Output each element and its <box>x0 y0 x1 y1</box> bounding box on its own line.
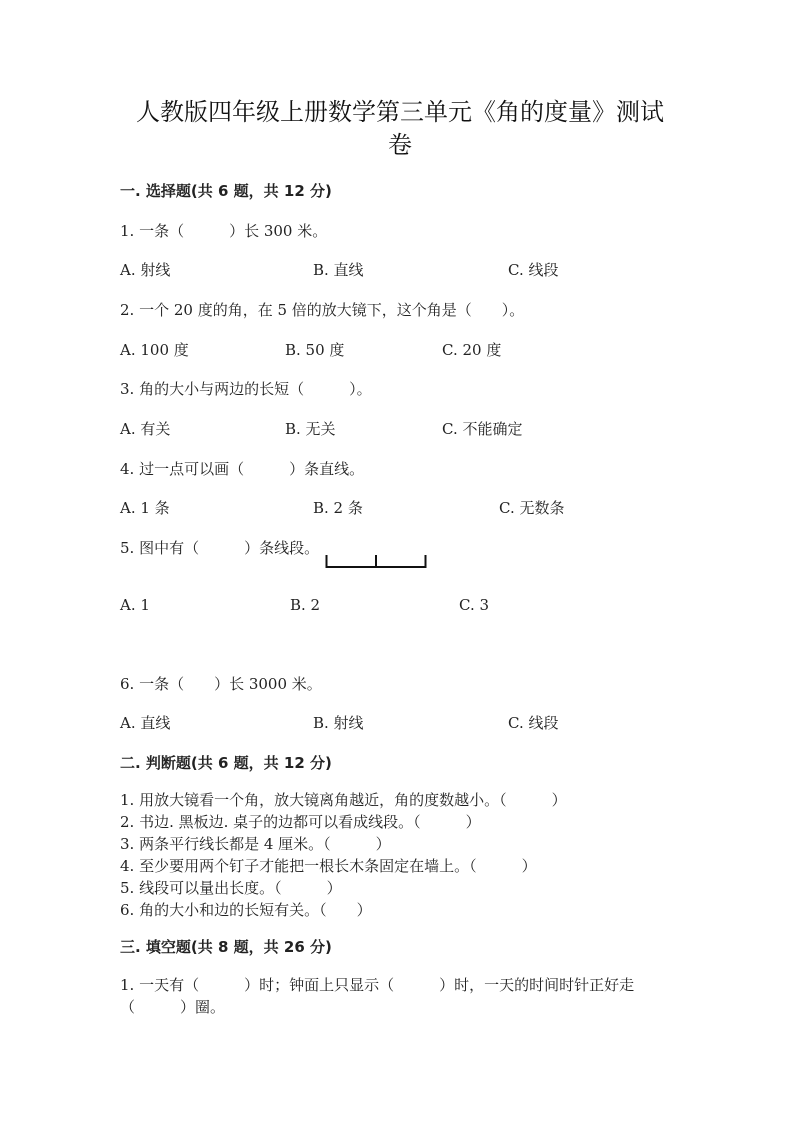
q1-option-a: A. 射线 <box>120 261 171 279</box>
q6-option-a: A. 直线 <box>120 714 171 732</box>
q5-option-b: B. 2 <box>290 596 321 614</box>
q4-option-a: A. 1 条 <box>120 499 170 517</box>
question-1: 1. 一条（ ）长 300 米。 <box>120 222 328 240</box>
q4-option-b: B. 2 条 <box>313 499 363 517</box>
judge-item-2: 2. 书边. 黑板边. 桌子的边都可以看成线段。（ ） <box>120 813 481 831</box>
q6-option-c: C. 线段 <box>508 714 559 732</box>
q2-option-c: C. 20 度 <box>442 341 502 359</box>
q3-option-b: B. 无关 <box>285 420 336 438</box>
question-5: 5. 图中有（ ）条线段。 <box>120 539 320 557</box>
section-heading-judge: 二. 判断题(共 6 题，共 12 分) <box>120 754 332 772</box>
line-segment-figure <box>325 555 427 569</box>
q5-option-c: C. 3 <box>459 596 490 614</box>
judge-item-6: 6. 角的大小和边的长短有关。（ ） <box>120 901 372 919</box>
judge-item-3: 3. 两条平行线长都是 4 厘米。（ ） <box>120 835 391 853</box>
question-3: 3. 角的大小与两边的长短（ ）。 <box>120 380 372 398</box>
question-4: 4. 过一点可以画（ ）条直线。 <box>120 460 365 478</box>
fill-question-1-line-1: 1. 一天有（ ）时；钟面上只显示（ ）时，一天的时间时针正好走 <box>120 976 635 994</box>
fill-question-1-line-2: （ ）圈。 <box>120 998 226 1016</box>
question-6: 6. 一条（ ）长 3000 米。 <box>120 675 322 693</box>
q2-option-b: B. 50 度 <box>285 341 345 359</box>
judge-item-4: 4. 至少要用两个钉子才能把一根长木条固定在墙上。（ ） <box>120 857 537 875</box>
q5-option-a: A. 1 <box>120 596 150 614</box>
q3-option-a: A. 有关 <box>120 420 171 438</box>
q3-option-c: C. 不能确定 <box>442 420 523 438</box>
question-2: 2. 一个 20 度的角，在 5 倍的放大镜下，这个角是（ ）。 <box>120 301 525 319</box>
title-line-2: 卷 <box>388 131 412 159</box>
section-heading-choice: 一. 选择题(共 6 题，共 12 分) <box>120 182 332 200</box>
q2-option-a: A. 100 度 <box>120 341 189 359</box>
title-line-1: 人教版四年级上册数学第三单元《角的度量》测试 <box>136 98 664 126</box>
section-heading-fill: 三. 填空题(共 8 题，共 26 分) <box>120 938 332 956</box>
judge-item-5: 5. 线段可以量出长度。（ ） <box>120 879 342 897</box>
q6-option-b: B. 射线 <box>313 714 364 732</box>
q4-option-c: C. 无数条 <box>499 499 565 517</box>
q1-option-b: B. 直线 <box>313 261 364 279</box>
q1-option-c: C. 线段 <box>508 261 559 279</box>
judge-item-1: 1. 用放大镜看一个角，放大镜离角越近，角的度数越小。（ ） <box>120 791 567 809</box>
page-title <box>90 96 710 162</box>
